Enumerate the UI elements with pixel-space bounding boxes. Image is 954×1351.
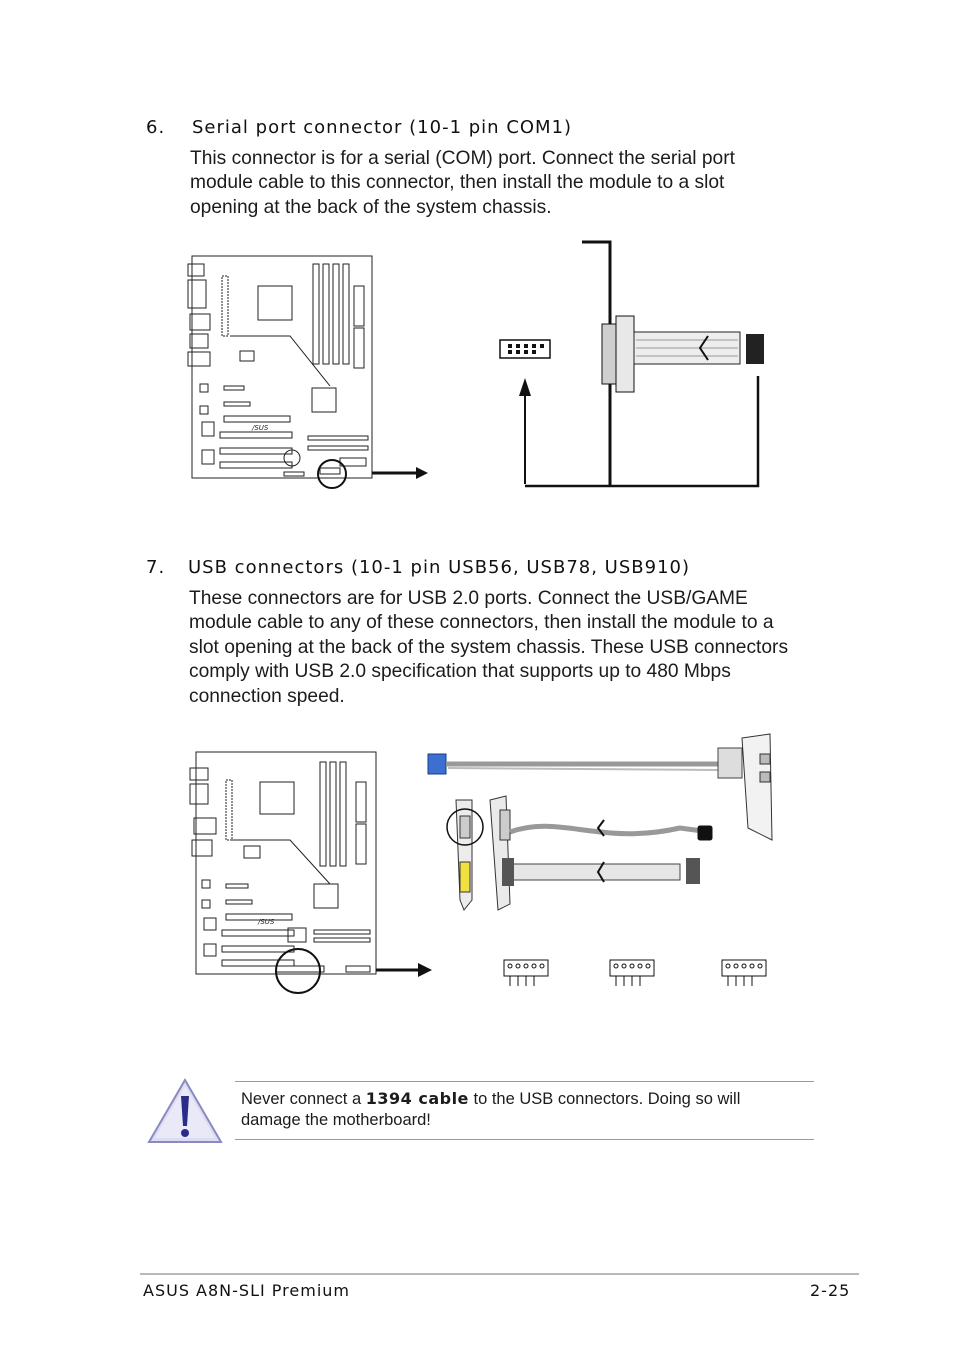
section-6-number: 6. xyxy=(146,117,166,138)
usb-header-plug xyxy=(428,754,446,774)
board-logo: /SUS xyxy=(258,918,275,926)
usb-diagram xyxy=(180,724,800,1004)
footer-product: ASUS A8N-SLI Premium xyxy=(143,1281,350,1300)
section-7-line: connection speed. xyxy=(189,685,345,707)
section-7-body xyxy=(189,587,788,709)
section-6-title: Serial port connector (10-1 pin COM1) xyxy=(192,117,573,138)
usb78-header xyxy=(610,960,654,986)
usb910-header xyxy=(722,960,766,986)
com1-pin-header xyxy=(500,340,550,358)
section-7-line: module cable to any of these connectors, then install the module to a xyxy=(189,612,774,634)
warning-note xyxy=(241,1088,740,1131)
com1-diagram xyxy=(180,236,780,496)
note-prefix: Never connect a xyxy=(241,1090,366,1108)
note-rule-top xyxy=(235,1081,814,1082)
motherboard-layout xyxy=(190,752,376,974)
usb-bracket xyxy=(742,734,772,840)
section-7-line: comply with USB 2.0 specification that supports up to 480 Mbps xyxy=(189,661,731,683)
section-6-body xyxy=(190,147,735,220)
note-suffix: to the USB connectors. Doing so will xyxy=(468,1090,741,1108)
footer-page-number: 2-25 xyxy=(810,1281,851,1300)
section-6-line: This connector is for a serial (COM) port. Connect the serial port xyxy=(190,148,735,169)
footer-rule xyxy=(140,1273,859,1275)
com1-pins xyxy=(508,344,544,354)
section-7-heading xyxy=(146,557,690,578)
arrow-head xyxy=(416,467,428,479)
note-bold: 1394 cable xyxy=(365,1089,469,1108)
section-7-title: USB connectors (10-1 pin USB56, USB78, USB910) xyxy=(188,557,691,578)
motherboard-layout xyxy=(188,256,372,478)
section-6-line: module cable to this connector, then install the module to a slot xyxy=(190,172,725,194)
usb-highlight-circle xyxy=(276,949,320,993)
section-7-line: slot opening at the back of the system chassis. These USB connectors xyxy=(189,636,789,658)
note-rule-bottom xyxy=(235,1139,814,1140)
section-7-number: 7. xyxy=(146,557,166,578)
board-logo: /SUS xyxy=(252,424,269,432)
section-6-heading xyxy=(146,117,572,138)
usb56-header xyxy=(504,960,548,986)
cable-outline xyxy=(525,376,758,486)
warning-exclamation-icon xyxy=(147,1074,225,1148)
section-7-line: These connectors are for USB 2.0 ports. Connect the USB/GAME xyxy=(189,588,748,609)
note-line-2: damage the motherboard! xyxy=(241,1111,431,1129)
section-6-line: opening at the back of the system chassis. xyxy=(190,196,552,218)
